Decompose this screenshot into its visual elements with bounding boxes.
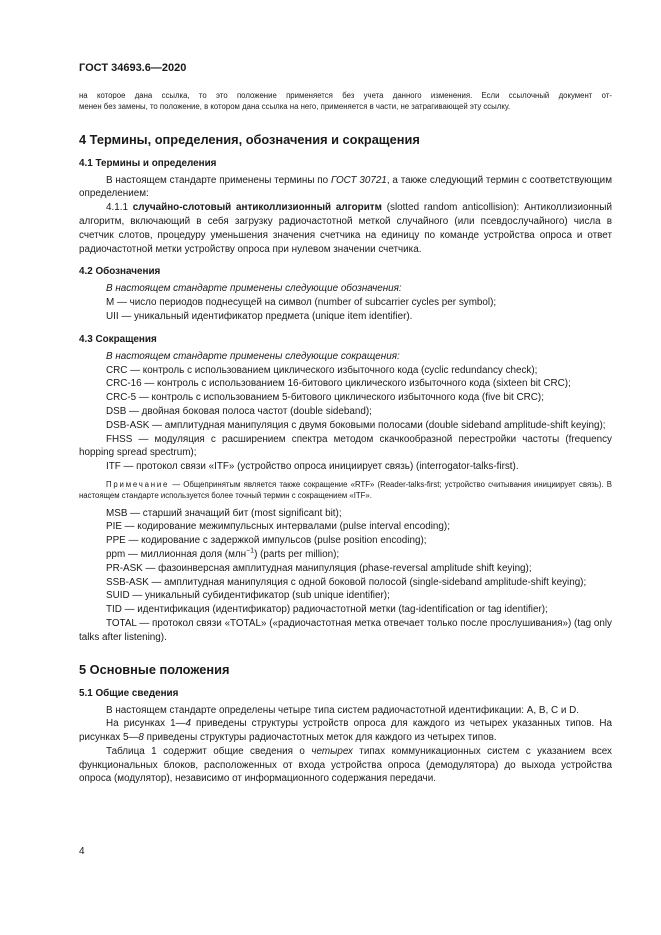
abbreviation-item: CRC — контроль с использованием циклического избыточного кода (cyclic redundancy check); <box>106 364 538 376</box>
section-5-1-title: 5.1 Общие сведения <box>79 687 179 699</box>
abbreviation-item: FHSS — модуляция с расширением спектра методом скачкообразной перестройки частоты (frequency hopping spread spectrum); <box>79 433 612 459</box>
gost-reference: ГОСТ 30721 <box>330 174 387 186</box>
section-4-2-intro: В настоящем стандарте применены следующие обозначения: <box>106 283 402 295</box>
term-number: 4.1.1 <box>106 202 128 214</box>
section-4-2-title: 4.2 Обозначения <box>79 266 161 278</box>
abbreviation-item: TID — идентификация (идентификатор) радиочастотной метки (tag-identification or tag identifier); <box>106 604 548 616</box>
section-4-3-intro: В настоящем стандарте применены следующие сокращения: <box>106 350 400 362</box>
abbreviation-item: PPE — кодирование с задержкой импульсов (pulse position encoding); <box>106 535 427 547</box>
term-name: случайно-слотовый антиколлизионный алгоритм <box>132 202 382 214</box>
abbreviation-item: DSB — двойная боковая полоса частот (double sideband); <box>106 405 372 417</box>
symbol-item: UII — уникальный идентификатор предмета (unique item identifier). <box>106 310 413 322</box>
section-5-1-paragraph-3: Таблица 1 содержит общие сведения о четырех типах коммуникационных систем с указанием всех функциональных блоков, расположенных от входа устройства опроса (демодулятора) до выхода устройства опроса (модулятор), независимо от информационного содержания передачи. <box>79 745 612 785</box>
abbreviation-item: PIE — кодирование межимпульсных интервалами (pulse interval encoding); <box>106 521 450 533</box>
page-number: 4 <box>79 846 85 857</box>
section-5-title: 5 Основные положения <box>79 661 230 677</box>
section-4-1-paragraph: В настоящем стандарте применены термины по ГОСТ 30721, а также следующий термин с соответствующим определением: <box>79 174 612 200</box>
doc-header: ГОСТ 34693.6—2020 <box>79 62 187 74</box>
abbreviation-item: ITF — протокол связи «ITF» (устройство опроса инициирует связь) (interrogator-talks-first). <box>106 461 519 473</box>
abbreviation-item: CRC-16 — контроль с использованием 16-битового циклического избыточного кода (sixteen bit CRC); <box>106 378 571 390</box>
lead-line-2: менен без замены, то положение, в котором дана ссылка на него, применяется в части, не затрагивающей эту ссылку. <box>79 102 511 112</box>
abbreviation-item: MSB — старший значащий бит (most significant bit); <box>106 507 342 519</box>
section-4-3-title: 4.3 Сокращения <box>79 333 157 345</box>
abbreviation-item: PR-ASK — фазоинверсная амплитудная манипуляция (phase-reversal amplitude shift keying); <box>106 562 532 574</box>
section-4-1-title: 4.1 Термины и определения <box>79 157 217 169</box>
note-text: — Общепринятым является также сокращение «RTF» (Reader-talks-first; устройство считывания инициирует связь). В настоящем стандарте используется более точный термин с сокращением «ITF». <box>79 479 612 501</box>
symbol-item: М — число периодов поднесущей на символ (number of subcarrier cycles per symbol); <box>106 297 497 309</box>
lead-line-1: на которое дана ссылка, то это положение применяется без учета данного изменения. Если ссылочный документ от- <box>79 91 612 100</box>
section-5-1-paragraph-2: На рисунках 1—4 приведены структуры устройств опроса для каждого из четырех указанных типов. На рисунках 5—8 приведены структуры радиочастотных меток для каждого из четырех типов. <box>79 718 612 744</box>
abbreviation-item: CRC-5 — контроль с использованием 5-битового циклического избыточного кода (five bit CRC); <box>106 392 544 404</box>
abbreviation-item: TOTAL — протокол связи «TOTAL» («радиочастотная метка отвечает только после прослушивания») (tag only talks after listening). <box>79 617 612 643</box>
abbreviation-item-ppm: ppm — миллионная доля (млн$^{-1}$) (parts per million); <box>106 547 340 560</box>
term-text: (slotted random anticollision): Антиколлизионный алгоритм, включающий в себя загрузку радиочастотной меткой случайного (или псевдослучайного) числа в счетчик слотов, процедуру уменьшения значения счетчика на единицу по команде устройства опроса и ответ радиочастотной метки устройству опроса при нулевом значении счетчика. <box>79 202 613 255</box>
section-5-1-paragraph-1: В настоящем стандарте определены четыре типа систем радиочастотной идентификации: А, В, С и D. <box>106 704 579 716</box>
page-content <box>79 90 612 786</box>
abbreviation-item: SSB-ASK — амплитудная манипуляция с одной боковой полосой (single-sideband amplitude-shift keying); <box>106 576 587 588</box>
abbreviation-item: DSB-ASK — амплитудная манипуляция с двумя боковыми полосами (double sideband amplitude-shift keying); <box>106 419 606 431</box>
term-definition <box>79 201 612 256</box>
abbreviation-note <box>79 479 612 502</box>
section-4-title: 4 Термины, определения, обозначения и сокращения <box>79 131 420 147</box>
note-label: Примечание <box>106 479 170 489</box>
abbreviation-item: SUID — уникальный субидентификатор (sub unique identifier); <box>106 590 390 602</box>
